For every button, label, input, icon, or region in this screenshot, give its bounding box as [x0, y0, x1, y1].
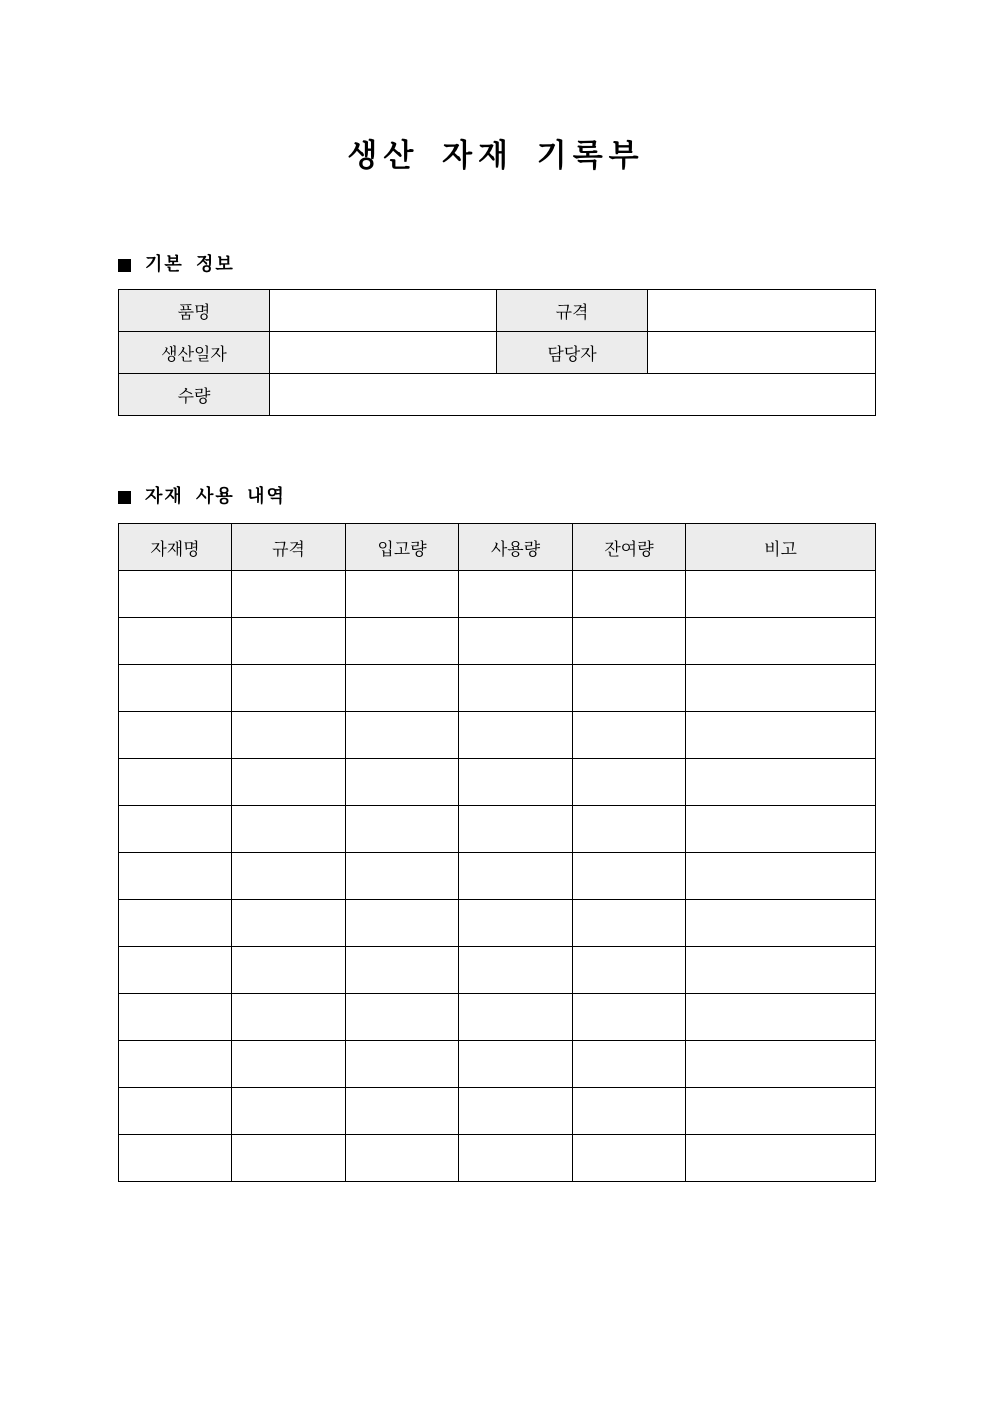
material-name-cell[interactable] [119, 853, 232, 900]
material-name-cell[interactable] [119, 712, 232, 759]
material-name-cell[interactable] [119, 994, 232, 1041]
remarks-cell[interactable] [686, 853, 876, 900]
remaining-qty-cell[interactable] [573, 1088, 686, 1135]
used-qty-cell[interactable] [459, 571, 573, 618]
remaining-qty-cell[interactable] [573, 947, 686, 994]
remarks-cell[interactable] [686, 665, 876, 712]
spec-cell[interactable] [232, 759, 346, 806]
used-qty-cell[interactable] [459, 712, 573, 759]
spec-cell[interactable] [232, 853, 346, 900]
material-name-cell[interactable] [119, 1088, 232, 1135]
remaining-qty-cell[interactable] [573, 853, 686, 900]
remarks-cell[interactable] [686, 947, 876, 994]
spec-cell[interactable] [232, 994, 346, 1041]
table-row [119, 853, 876, 900]
spec-cell[interactable] [232, 806, 346, 853]
material-usage-heading [118, 484, 286, 510]
spec-cell[interactable] [232, 571, 346, 618]
received-qty-cell[interactable] [346, 571, 459, 618]
spec-cell[interactable] [232, 665, 346, 712]
manager-label: 담당자 [497, 332, 648, 374]
used-qty-cell[interactable] [459, 853, 573, 900]
material-name-cell[interactable] [119, 806, 232, 853]
received-qty-cell[interactable] [346, 900, 459, 947]
received-qty-cell[interactable] [346, 1135, 459, 1182]
received-qty-cell[interactable] [346, 712, 459, 759]
table-row [119, 994, 876, 1041]
material-name-cell[interactable] [119, 571, 232, 618]
used-qty-cell[interactable] [459, 947, 573, 994]
remarks-cell[interactable] [686, 618, 876, 665]
received-qty-cell[interactable] [346, 1088, 459, 1135]
remaining-qty-cell[interactable] [573, 712, 686, 759]
remaining-qty-cell[interactable] [573, 759, 686, 806]
basic-info-heading-label: 기본 정보 [145, 254, 235, 275]
remaining-qty-cell[interactable] [573, 1135, 686, 1182]
table-row [119, 665, 876, 712]
column-header-material-name: 자재명 [119, 524, 232, 571]
remarks-cell[interactable] [686, 759, 876, 806]
remarks-cell[interactable] [686, 1041, 876, 1088]
remarks-cell[interactable] [686, 1135, 876, 1182]
spec-cell[interactable] [232, 1135, 346, 1182]
used-qty-cell[interactable] [459, 618, 573, 665]
received-qty-cell[interactable] [346, 665, 459, 712]
table-row [119, 374, 876, 416]
material-usage-heading-label: 자재 사용 내역 [145, 486, 286, 507]
column-header-used-qty: 사용량 [459, 524, 573, 571]
table-row [119, 1041, 876, 1088]
remarks-cell[interactable] [686, 994, 876, 1041]
basic-info-table [118, 289, 876, 416]
used-qty-cell[interactable] [459, 759, 573, 806]
used-qty-cell[interactable] [459, 994, 573, 1041]
material-name-cell[interactable] [119, 947, 232, 994]
remarks-cell[interactable] [686, 806, 876, 853]
spec-cell[interactable] [232, 900, 346, 947]
table-row [119, 618, 876, 665]
used-qty-cell[interactable] [459, 1088, 573, 1135]
used-qty-cell[interactable] [459, 665, 573, 712]
spec-cell[interactable] [232, 712, 346, 759]
used-qty-cell[interactable] [459, 1041, 573, 1088]
material-usage-table [118, 523, 876, 1182]
received-qty-cell[interactable] [346, 759, 459, 806]
material-name-cell[interactable] [119, 759, 232, 806]
page-title: 생산 자재 기록부 [347, 138, 645, 174]
remaining-qty-cell[interactable] [573, 900, 686, 947]
table-row [119, 332, 876, 374]
remaining-qty-cell[interactable] [573, 806, 686, 853]
remaining-qty-cell[interactable] [573, 1041, 686, 1088]
received-qty-cell[interactable] [346, 618, 459, 665]
spec-cell[interactable] [232, 947, 346, 994]
remarks-cell[interactable] [686, 712, 876, 759]
remarks-cell[interactable] [686, 900, 876, 947]
table-row [119, 1088, 876, 1135]
table-row [119, 712, 876, 759]
spec-label: 규격 [497, 290, 648, 332]
remarks-cell[interactable] [686, 1088, 876, 1135]
basic-info-heading [118, 252, 235, 278]
used-qty-cell[interactable] [459, 900, 573, 947]
material-name-cell[interactable] [119, 1135, 232, 1182]
remaining-qty-cell[interactable] [573, 618, 686, 665]
remarks-cell[interactable] [686, 571, 876, 618]
used-qty-cell[interactable] [459, 1135, 573, 1182]
table-row [119, 759, 876, 806]
production-date-label: 생산일자 [119, 332, 270, 374]
table-row [119, 900, 876, 947]
spec-field[interactable] [648, 290, 876, 332]
table-header-row [119, 524, 876, 571]
production-date-field[interactable] [270, 332, 497, 374]
square-bullet-icon [118, 491, 131, 504]
received-qty-cell[interactable] [346, 947, 459, 994]
square-bullet-icon [118, 259, 131, 272]
manager-field[interactable] [648, 332, 876, 374]
table-row [119, 947, 876, 994]
spec-cell[interactable] [232, 1088, 346, 1135]
quantity-label: 수량 [119, 374, 270, 416]
product-name-label: 품명 [119, 290, 270, 332]
material-name-cell[interactable] [119, 618, 232, 665]
received-qty-cell[interactable] [346, 1041, 459, 1088]
column-header-spec: 규격 [232, 524, 346, 571]
column-header-remaining-qty: 잔여량 [573, 524, 686, 571]
column-header-received-qty: 입고량 [346, 524, 459, 571]
material-name-cell[interactable] [119, 665, 232, 712]
received-qty-cell[interactable] [346, 806, 459, 853]
quantity-field[interactable] [270, 374, 876, 416]
received-qty-cell[interactable] [346, 853, 459, 900]
product-name-field[interactable] [270, 290, 497, 332]
spec-cell[interactable] [232, 1041, 346, 1088]
remaining-qty-cell[interactable] [573, 665, 686, 712]
remaining-qty-cell[interactable] [573, 571, 686, 618]
table-row [119, 1135, 876, 1182]
spec-cell[interactable] [232, 618, 346, 665]
material-name-cell[interactable] [119, 900, 232, 947]
material-name-cell[interactable] [119, 1041, 232, 1088]
column-header-remarks: 비고 [686, 524, 876, 571]
table-row [119, 290, 876, 332]
received-qty-cell[interactable] [346, 994, 459, 1041]
used-qty-cell[interactable] [459, 806, 573, 853]
remaining-qty-cell[interactable] [573, 994, 686, 1041]
material-usage-body [119, 571, 876, 1182]
table-row [119, 806, 876, 853]
table-row [119, 571, 876, 618]
